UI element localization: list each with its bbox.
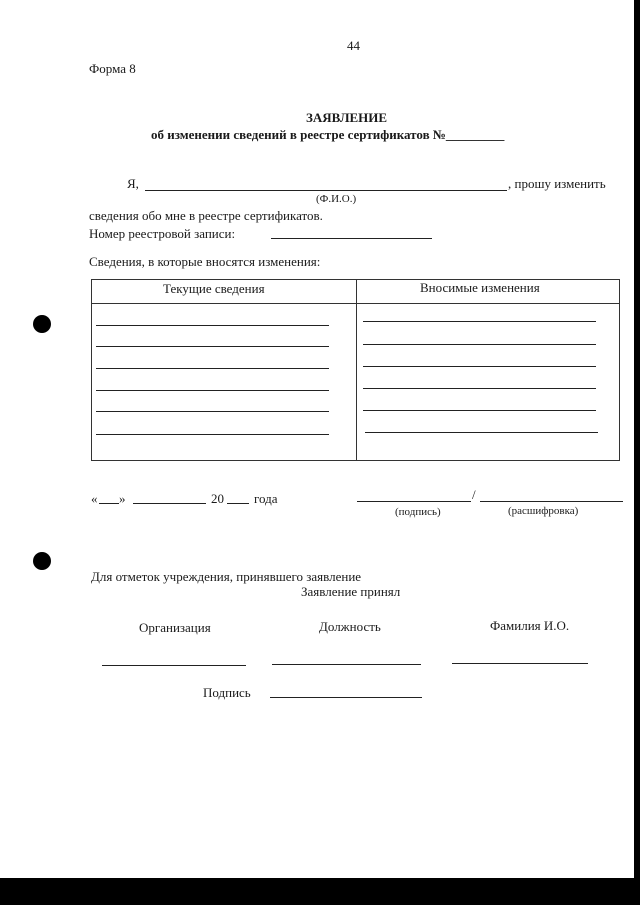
current-row-line[interactable] [96, 411, 329, 412]
fio-caption: (Ф.И.О.) [316, 193, 357, 205]
applicant-line2: сведения обо мне в реестре сертификатов. [89, 208, 323, 223]
current-row-line[interactable] [96, 325, 329, 326]
col-new-header: Вносимые изменения [420, 280, 540, 295]
document-subtitle: об изменении сведений в реестре сертификатов №_________ [151, 127, 505, 142]
signature-field[interactable] [357, 501, 471, 502]
form-label: Форма 8 [89, 61, 136, 76]
position-column-label: Должность [319, 619, 381, 634]
date-open-quote: « [91, 491, 98, 506]
signature-caption: (подпись) [395, 506, 441, 518]
date-close-quote: » [119, 491, 126, 506]
date-month-field[interactable] [133, 503, 206, 504]
current-row-line[interactable] [96, 434, 329, 435]
office-signature-field[interactable] [270, 697, 422, 698]
org-field[interactable] [102, 665, 246, 666]
punch-hole-icon [33, 315, 51, 333]
table-column-divider [356, 279, 357, 460]
office-notes-label: Для отметок учреждения, принявшего заявление [91, 569, 362, 584]
current-row-line[interactable] [96, 368, 329, 369]
signature-slash: / [472, 487, 476, 502]
org-column-label: Организация [139, 620, 211, 635]
changes-label: Сведения, в которые вносятся изменения: [89, 254, 321, 269]
punch-hole-icon [33, 552, 51, 570]
current-row-line[interactable] [96, 390, 329, 391]
decode-caption: (расшифровка) [508, 505, 579, 517]
new-row-line[interactable] [363, 344, 596, 345]
new-row-line[interactable] [363, 388, 596, 389]
position-field[interactable] [272, 664, 421, 665]
date-day-field[interactable] [99, 503, 119, 504]
office-signature-label: Подпись [203, 685, 251, 700]
date-year-prefix: 20 [211, 491, 224, 506]
table-header-divider [91, 303, 619, 304]
new-row-line[interactable] [363, 410, 596, 411]
name-column-label: Фамилия И.О. [490, 618, 570, 633]
date-year-suffix: года [254, 491, 278, 506]
new-row-line[interactable] [363, 366, 596, 367]
fio-field[interactable] [145, 190, 507, 191]
scan-edge-right [634, 0, 640, 905]
page-number: 44 [347, 38, 360, 53]
applicant-prefix: Я, [127, 176, 139, 191]
new-row-line[interactable] [363, 321, 596, 322]
col-current-header: Текущие сведения [163, 281, 265, 296]
registry-number-field[interactable] [271, 238, 432, 239]
date-year-field[interactable] [227, 503, 249, 504]
scan-edge-bottom [0, 878, 640, 905]
registry-label: Номер реестровой записи: [89, 226, 236, 241]
current-row-line[interactable] [96, 346, 329, 347]
accepted-label: Заявление принял [301, 584, 401, 599]
document-title: ЗАЯВЛЕНИЕ [306, 110, 388, 125]
name-field[interactable] [452, 663, 588, 664]
signature-decode-field[interactable] [480, 501, 623, 502]
applicant-suffix: , прошу изменить [508, 176, 606, 191]
new-row-line[interactable] [365, 432, 598, 433]
